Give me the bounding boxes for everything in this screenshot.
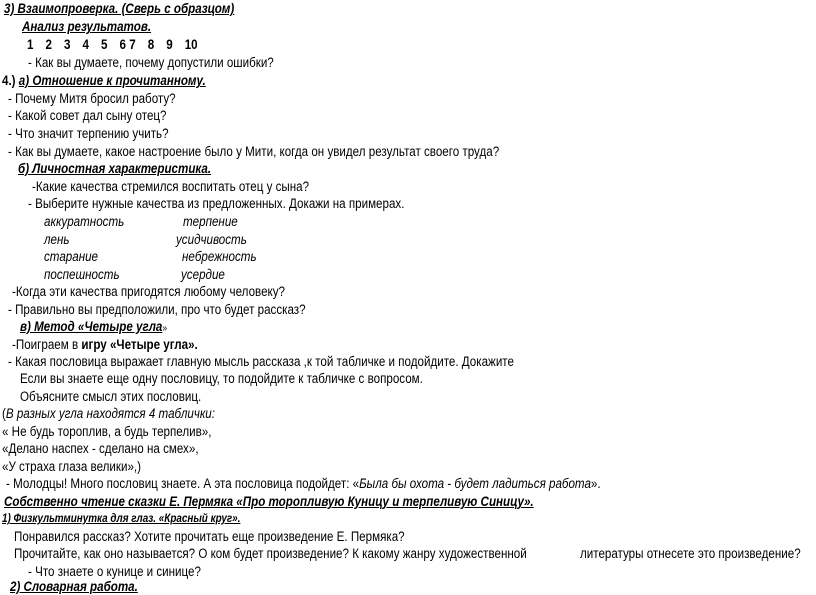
quality-left-4: поспешность [44, 267, 120, 282]
four-corners-quote: » [162, 323, 168, 334]
proverb-extra: Если вы знаете еще одну пословицу, то подойдите к табличке с вопросом. [20, 371, 423, 386]
question-when-useful: -Когда эти качества пригодятся любому человеку? [12, 284, 285, 299]
question-genre: литературы отнесете это произведение? [580, 546, 801, 561]
number-4: 4 [82, 37, 89, 52]
quality-left-2: лень [44, 232, 70, 247]
praise-proverb: Была бы охота - будет ладиться работа [359, 476, 591, 491]
number-6-7: 6 7 [119, 37, 136, 52]
question-mitya-quit: - Почему Митя бросил работу? [8, 91, 176, 106]
vocabulary-heading: 2) Словарная работа. [10, 579, 138, 594]
number-row [27, 36, 210, 53]
question-father-advice: - Какой совет дал сыну отец? [8, 108, 167, 123]
number-5: 5 [101, 37, 108, 52]
question-liked-story: Понравился рассказ? Хотите прочитать еще произведение Е. Пермяка? [14, 529, 405, 544]
question-patience: - Что значит терпению учить? [8, 126, 169, 141]
attitude-heading: а) Отношение к прочитанному. [18, 73, 206, 88]
game-name: игру «Четыре угла». [81, 337, 198, 352]
instruction-choose-qualities: - Выберите нужные качества из предложенных. Докажи на примерах. [28, 196, 405, 211]
four-corners-heading: в) Метод «Четыре угла [20, 319, 163, 334]
proverb-explain: Объясните смысл этих пословиц. [20, 389, 202, 404]
proverb-3: «У страха глаза велики»,) [2, 459, 142, 474]
number-9: 9 [166, 37, 173, 52]
quality-left-3: старание [44, 249, 99, 264]
reading-heading: Собственно чтение сказки Е. Пермяка «Про торопливую Куницу и терпеливую Синицу». [4, 494, 534, 509]
quality-right-4: усердие [181, 267, 225, 282]
game-invite-text: -Поиграем в [12, 337, 82, 352]
number-2: 2 [45, 37, 52, 52]
praise-line [6, 475, 601, 492]
question-read-title: Прочитайте, как оно называется? О ком будет произведение? К какому жанру художественной [14, 546, 527, 561]
question-marten-tit: - Что знаете о кунице и синице? [28, 564, 201, 579]
praise-end: ». [590, 476, 601, 491]
quality-right-3: небрежность [182, 249, 257, 264]
question-prediction: - Правильно вы предположили, про что будет рассказ? [8, 302, 306, 317]
tables-intro-text: В разных угла находятся 4 таблички: [5, 406, 215, 421]
four-corners-heading-line [20, 318, 167, 337]
tables-intro-paren: ( [2, 406, 6, 421]
proverb-question: - Какая пословица выражает главную мысль рассказа ,к той табличке и подойдите. Докажите [8, 354, 514, 369]
question-qualities: -Какие качества стремился воспитать отец у сына? [32, 179, 310, 194]
tables-intro [2, 405, 215, 422]
section-4-line [2, 72, 206, 89]
proverb-1: « Не будь тороплив, а будь терпелив», [2, 424, 212, 439]
number-8: 8 [147, 37, 155, 52]
number-1: 1 [27, 37, 34, 52]
number-3: 3 [64, 37, 71, 52]
proverb-2: «Делано наспех - сделано на смех», [2, 441, 199, 456]
eye-exercise-heading: 1) Физкультминутка для глаз. «Красный круг». [2, 513, 241, 525]
quality-left-1: аккуратность [44, 214, 125, 229]
quality-right-2: усидчивость [176, 232, 247, 247]
game-invite [12, 336, 198, 353]
quality-right-1: терпение [183, 214, 238, 229]
section-4-number: 4.) [2, 73, 16, 88]
question-errors: - Как вы думаете, почему допустили ошибки? [28, 55, 274, 70]
praise-text: - Молодцы! Много пословиц знаете. А эта пословица подойдет: « [6, 476, 360, 491]
analysis-heading: Анализ результатов. [22, 19, 152, 34]
section-3-heading: 3) Взаимопроверка. (Сверь с образцом) [4, 1, 235, 16]
question-mood: - Как вы думаете, какое настроение было у Мити, когда он увидел результат своего труда? [8, 144, 500, 159]
personal-characteristics-heading: б) Личностная характеристика. [18, 161, 212, 176]
number-10: 10 [184, 37, 198, 52]
